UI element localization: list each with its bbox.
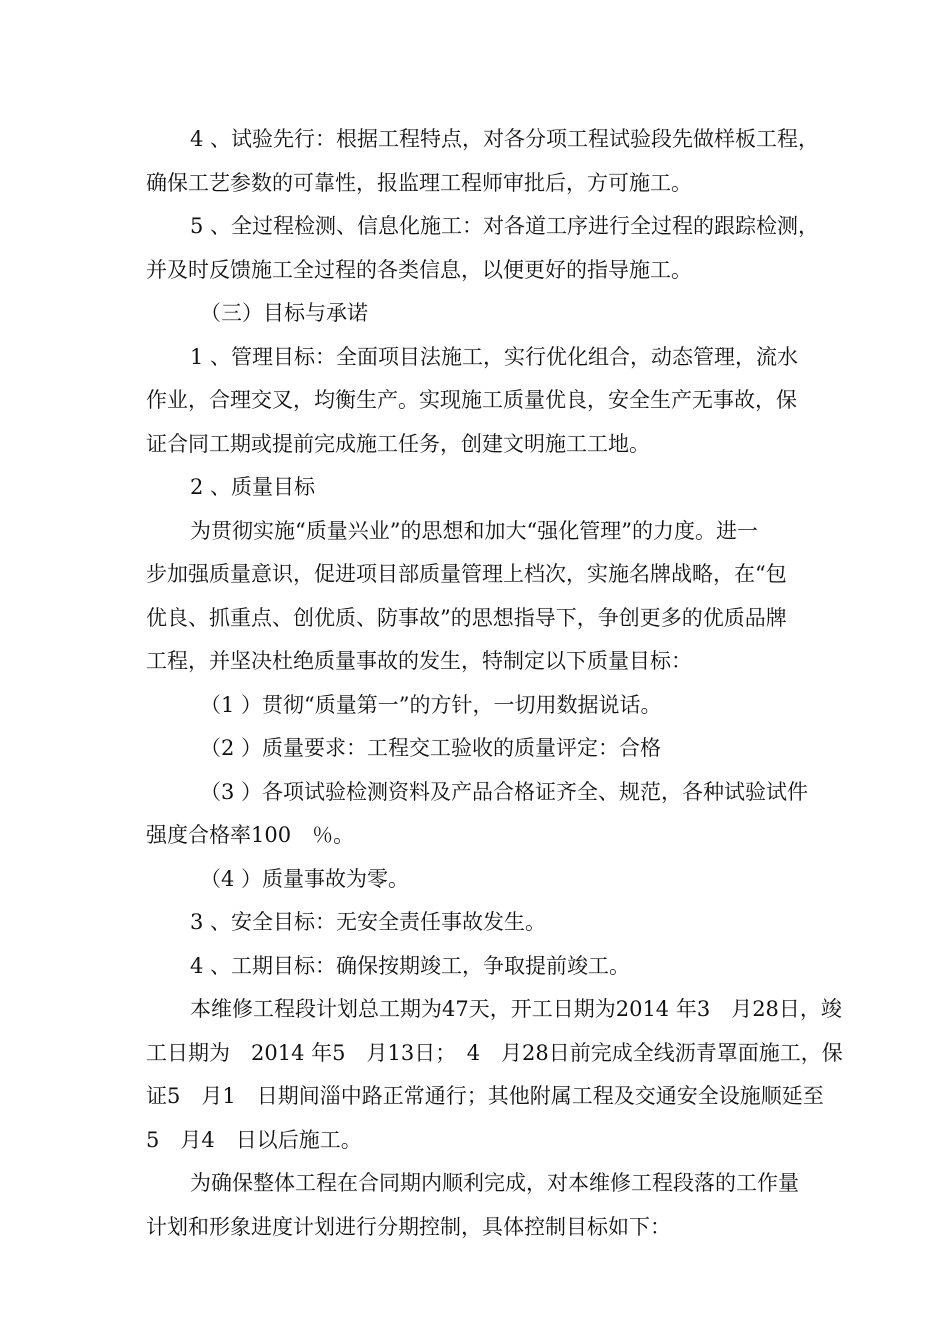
text-line: （1 ）贯彻“质量第一”的方针，一切用数据说话。 — [200, 692, 662, 717]
text-line: 为确保整体工程在合同期内顺利完成，对本维修工程段落的工作量 — [190, 1171, 799, 1195]
text-line: 强度合格率100 ％。 — [146, 823, 355, 847]
text-line: 优良、抓重点、创优质、防事故”的思想指导下，争创更多的优质品牌 — [146, 605, 787, 630]
text-line: 为贯彻实施“质量兴业”的思想和加大“强化管理”的力度。进一 — [190, 518, 758, 543]
text-line: （三）目标与承诺 — [200, 301, 368, 325]
text-line: （3 ）各项试验检测资料及产品合格证齐全、规范，各种试验试件 — [200, 779, 809, 804]
text-line: 证5 月1 日期间淄中路正常通行；其他附属工程及交通安全设施顺延至 — [146, 1084, 824, 1108]
text-line: 并及时反馈施工全过程的各类信息，以便更好的指导施工。 — [146, 257, 692, 282]
text-line: 步加强质量意识，促进项目部质量管理上档次，实施名牌战略，在“包 — [146, 562, 787, 586]
text-line: 作业，合理交叉，均衡生产。实现施工质量优良，安全生产无事故，保 — [146, 388, 797, 412]
text-line: 5 月4 日以后施工。 — [146, 1127, 362, 1152]
text-line: 3 、安全目标：无安全责任事故发生。 — [190, 910, 547, 934]
text-line: 证合同工期或提前完成施工任务，创建文明施工工地。 — [146, 431, 650, 456]
text-line: 本维修工程段计划总工期为47天，开工日期为2014 年3 月28日，竣 — [190, 997, 842, 1021]
text-line: 4 、工期目标：确保按期竣工，争取提前竣工。 — [190, 953, 631, 978]
text-line: 4 、试验先行：根据工程特点，对各分项工程试验段先做样板工程， — [190, 127, 820, 151]
text-line: （4 ）质量事故为零。 — [200, 866, 410, 891]
text-line: 1 、管理目标：全面项目法施工，实行优化组合，动态管理，流水 — [190, 344, 799, 369]
text-line: 工日期为 2014 年5 月13日； 4 月28日前完成全线沥青罩面施工，保 — [146, 1040, 843, 1065]
text-line: 工程，并坚决杜绝质量事故的发生，特制定以下质量目标： — [146, 649, 692, 673]
text-line: （2 ）质量要求：工程交工验收的质量评定：合格 — [200, 736, 662, 760]
document-body — [146, 118, 862, 1249]
text-line: 2 、质量目标 — [190, 475, 316, 499]
text-line: 5 、全过程检测、信息化施工：对各道工序进行全过程的跟踪检测， — [190, 214, 820, 238]
text-line: 确保工艺参数的可靠性，报监理工程师审批后，方可施工。 — [146, 170, 692, 195]
text-line: 计划和形象进度计划进行分期控制，具体控制目标如下： — [146, 1214, 671, 1239]
